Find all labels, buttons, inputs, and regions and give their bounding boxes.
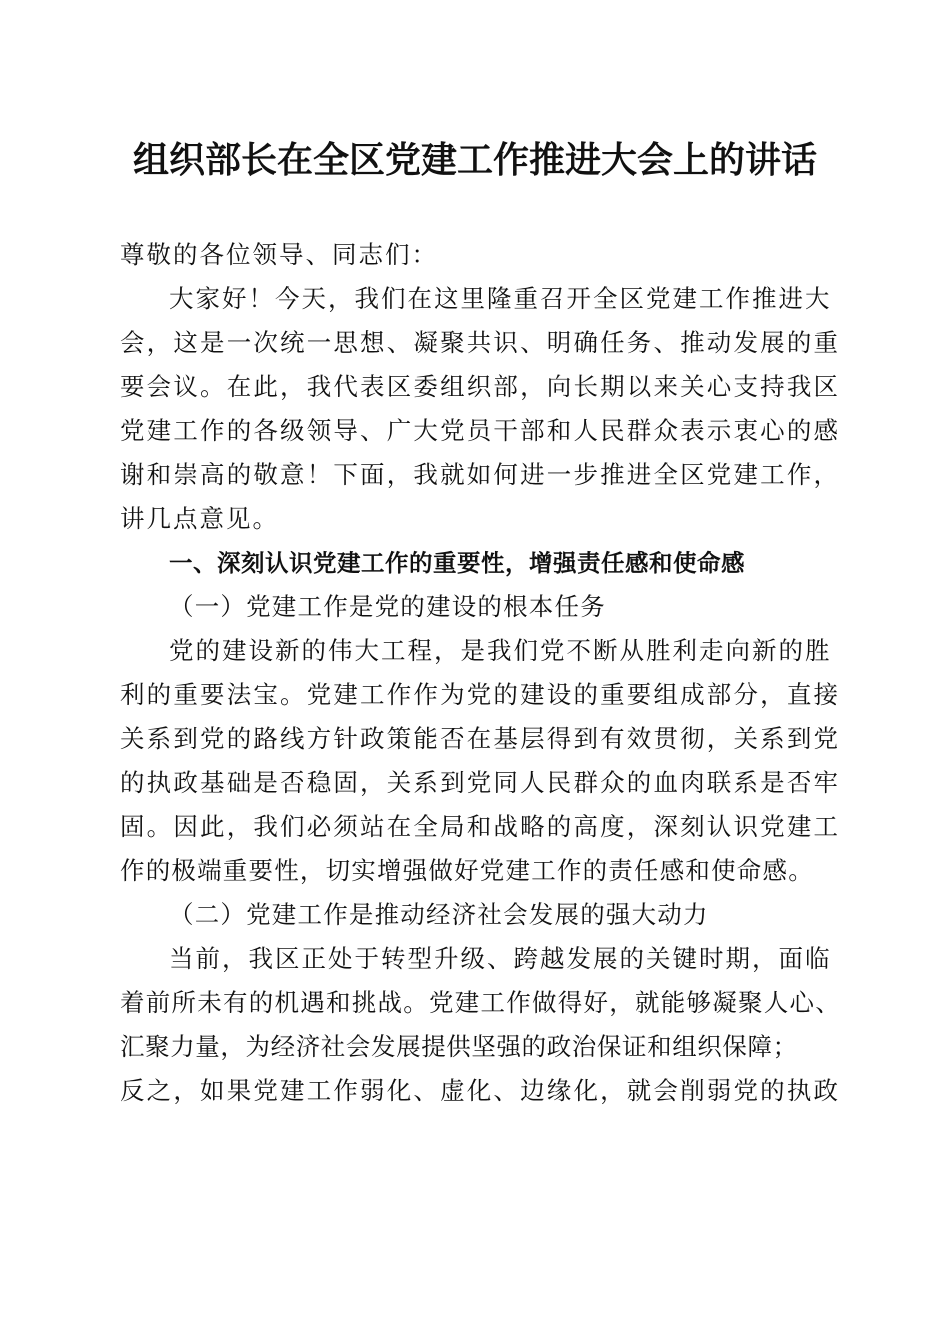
intro-line: 讲几点意见。 xyxy=(120,504,279,533)
document-title: 组织部长在全区党建工作推进大会上的讲话 xyxy=(132,139,817,181)
paragraph-line: 反之，如果党建工作弱化、虚化、边缘化，就会削弱党的执政 xyxy=(120,1076,840,1105)
paragraph-line: 作的极端重要性，切实增强做好党建工作的责任感和使命感。 xyxy=(120,856,814,885)
paragraph-line: 汇聚力量，为经济社会发展提供坚强的政治保证和组织保障； xyxy=(120,1032,798,1061)
section-heading: 一、深刻认识党建工作的重要性，增强责任感和使命感 xyxy=(169,549,745,577)
paragraph-line: 当前，我区正处于转型升级、跨越发展的关键时期，面临 xyxy=(169,944,832,973)
intro-line: 大家好！今天，我们在这里隆重召开全区党建工作推进大 xyxy=(169,284,832,313)
paragraph-line: 关系到党的路线方针政策能否在基层得到有效贯彻，关系到党 xyxy=(120,724,840,753)
paragraph-line: 着前所未有的机遇和挑战。党建工作做得好，就能够凝聚人心、 xyxy=(120,988,841,1017)
paragraph-line: 的执政基础是否稳固，关系到党同人民群众的血肉联系是否牢 xyxy=(120,768,840,797)
intro-line: 会，这是一次统一思想、凝聚共识、明确任务、推动发展的重 xyxy=(120,328,840,357)
subsection-heading: （二）党建工作是推动经济社会发展的强大动力 xyxy=(169,900,709,929)
greeting: 尊敬的各位领导、同志们： xyxy=(120,240,438,269)
subsection-heading: （一）党建工作是党的建设的根本任务 xyxy=(169,592,606,621)
intro-line: 党建工作的各级领导、广大党员干部和人民群众表示衷心的感 xyxy=(120,416,840,445)
intro-line: 要会议。在此，我代表区委组织部，向长期以来关心支持我区 xyxy=(120,372,840,401)
paragraph-line: 利的重要法宝。党建工作作为党的建设的重要组成部分，直接 xyxy=(120,680,840,709)
paragraph-line: 固。因此，我们必须站在全局和战略的高度，深刻认识党建工 xyxy=(120,812,840,841)
paragraph-line: 党的建设新的伟大工程，是我们党不断从胜利走向新的胜 xyxy=(169,636,832,665)
intro-line: 谢和崇高的敬意！下面，我就如何进一步推进全区党建工作， xyxy=(120,460,840,489)
